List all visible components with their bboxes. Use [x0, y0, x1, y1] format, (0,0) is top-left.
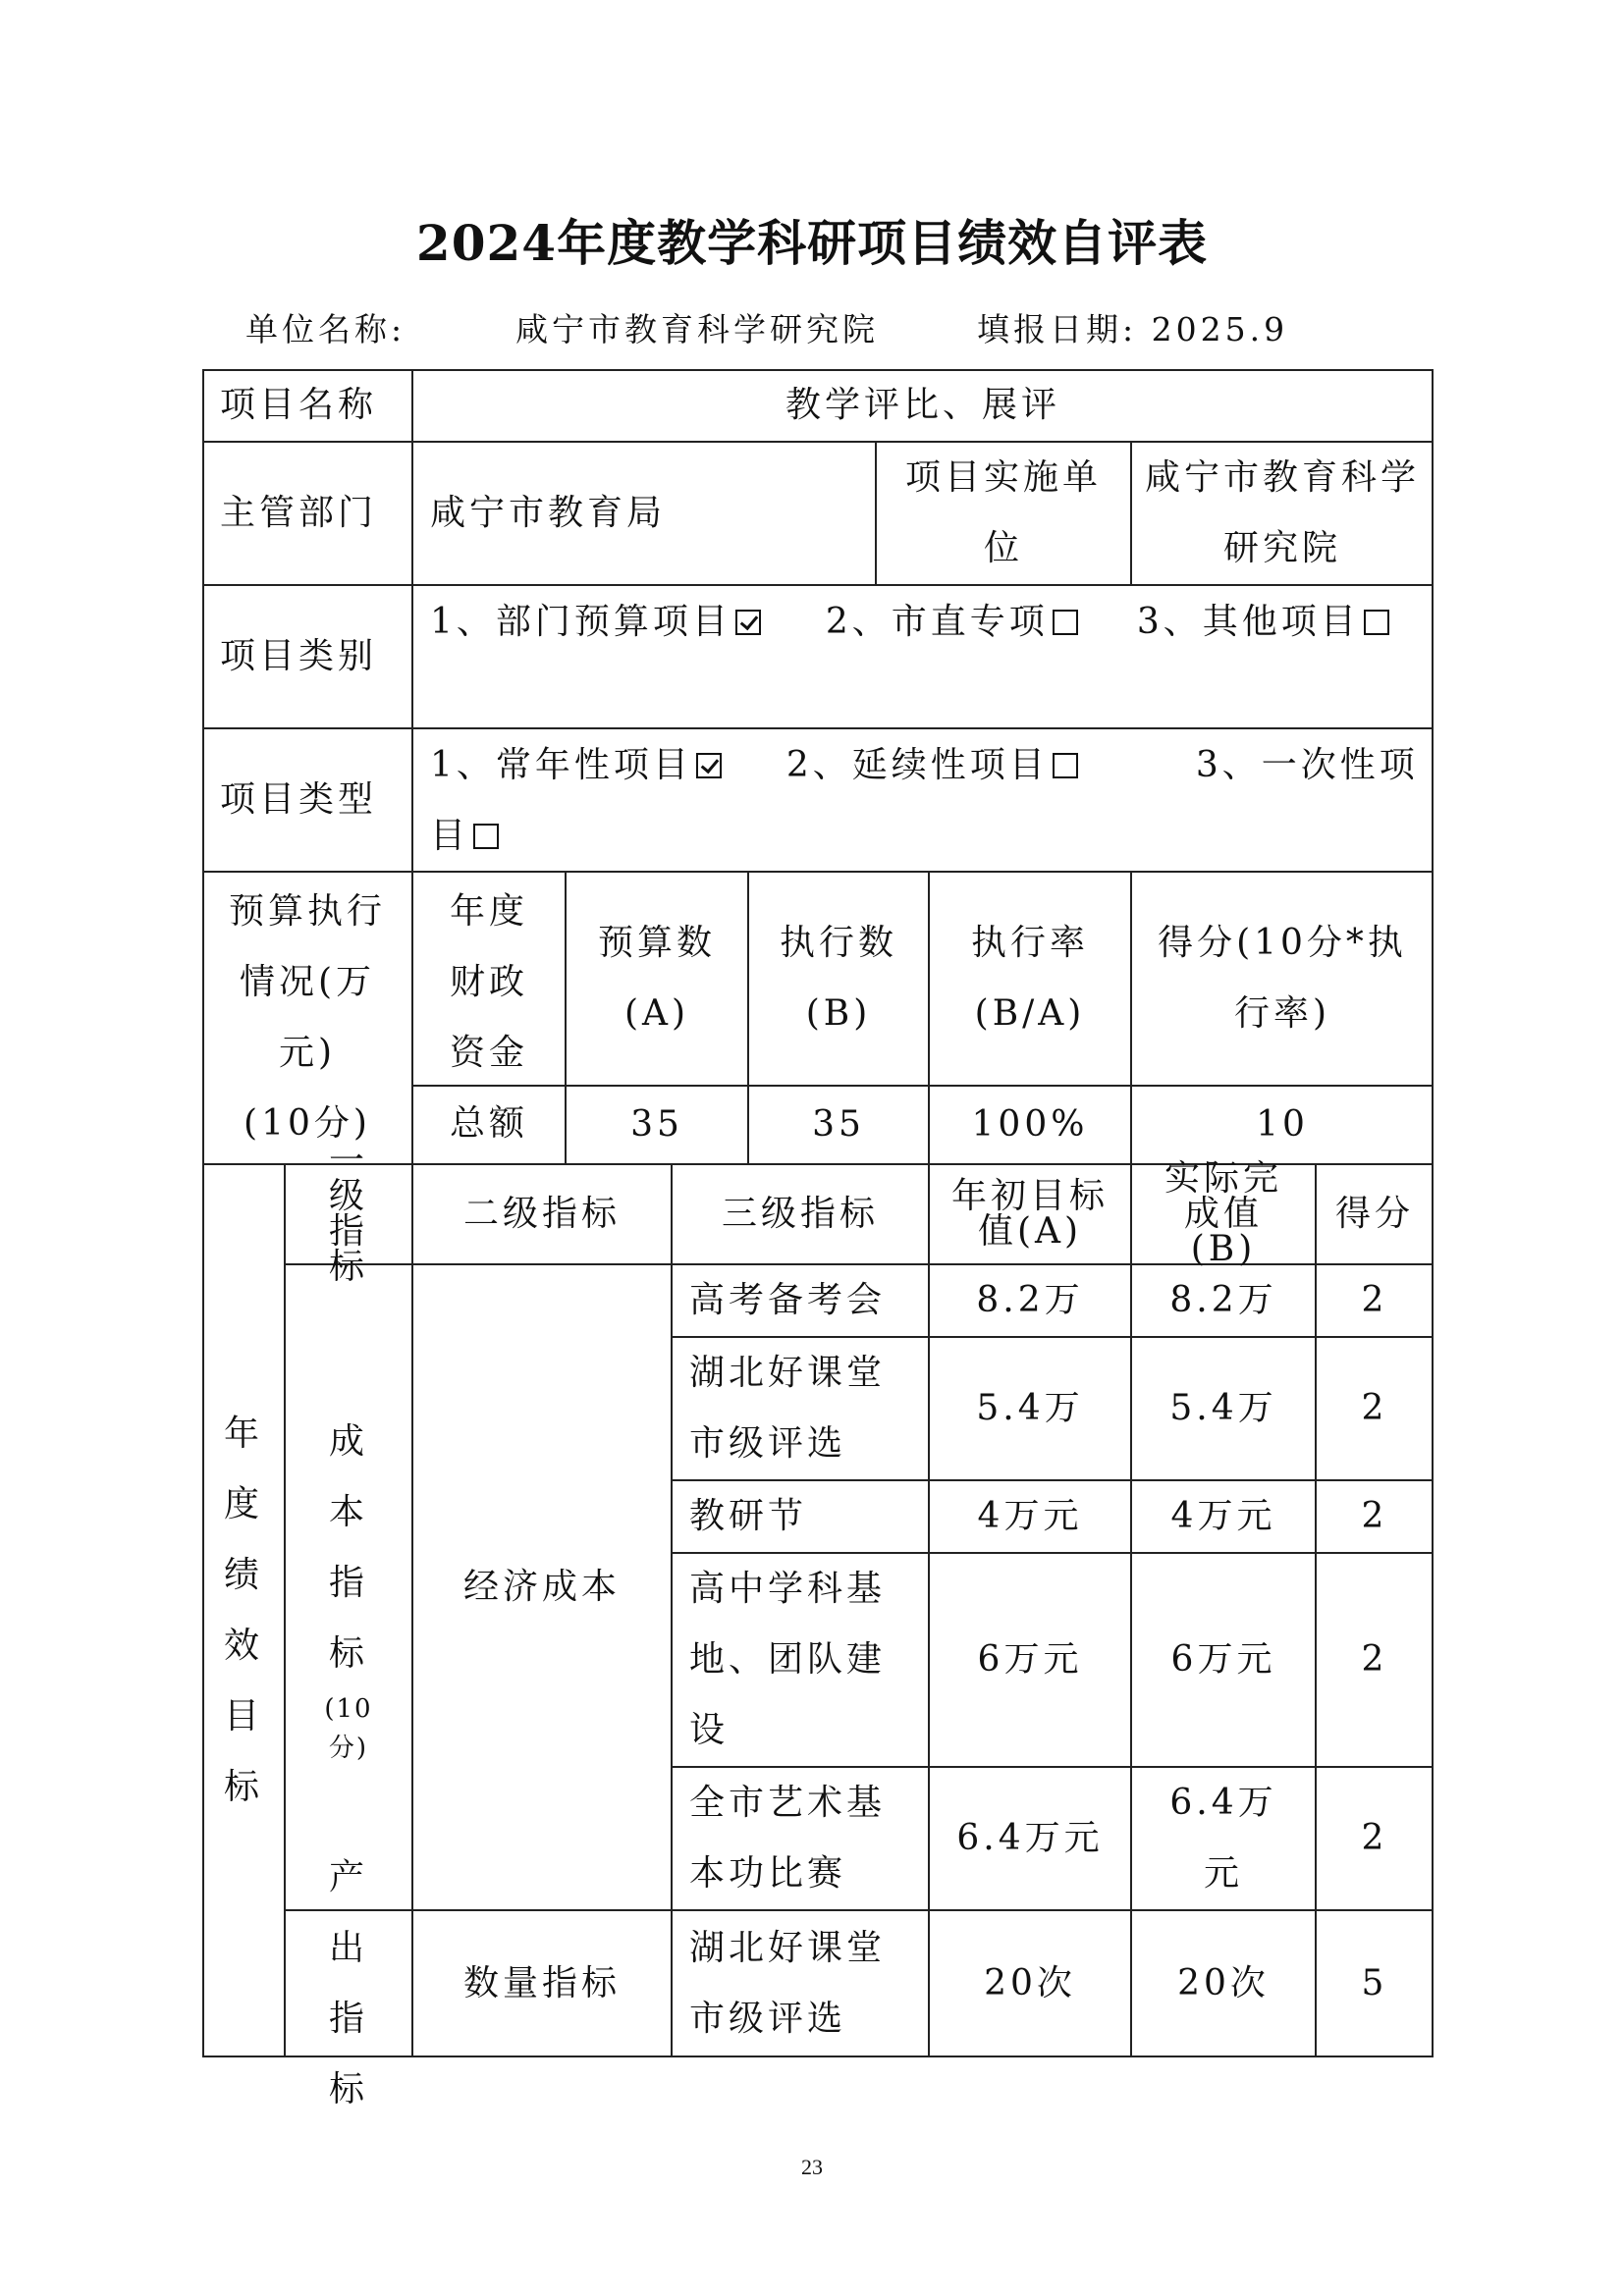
- table-row-score: 2: [1361, 1818, 1388, 1858]
- table-row-l3: 教研节: [689, 1496, 808, 1536]
- project-name-value: 教学评比、展评: [785, 385, 1060, 425]
- table-row-l3: 湖北好课堂市级评选: [689, 1928, 887, 2039]
- col-exec-header: 执行数(B): [779, 923, 897, 1034]
- budget-exec-label: [202, 872, 412, 1164]
- table-row-actual: 8.2万: [1169, 1280, 1277, 1320]
- type-option-1-label: 1、常年性项目: [430, 745, 692, 785]
- category-options: [412, 585, 1434, 728]
- category-option-2: [826, 602, 1078, 642]
- table-row-target: 6万元: [977, 1639, 1083, 1680]
- checked-box-icon: [735, 610, 761, 635]
- dept-label: 主管部门: [220, 493, 378, 533]
- category-option-1-label: 1、部门预算项目: [430, 602, 731, 642]
- unchecked-box-icon: [1053, 610, 1078, 635]
- unchecked-box-icon: [1364, 610, 1389, 635]
- project-name-label: 项目名称: [220, 385, 378, 425]
- header-score: 得分: [1334, 1194, 1414, 1234]
- checked-box-icon: [696, 753, 722, 778]
- table-row-target: 5.4万: [976, 1388, 1084, 1428]
- table-row-score: 2: [1361, 1639, 1388, 1680]
- table-row-target: 20次: [984, 1963, 1076, 2003]
- evaluation-table: [202, 369, 1434, 2109]
- budget-value: 35: [630, 1104, 683, 1145]
- table-row-score: 2: [1361, 1280, 1388, 1320]
- rate-value: 100%: [971, 1104, 1089, 1145]
- category-option-3: [1137, 602, 1389, 642]
- category-option-3-label: 3、其他项目: [1136, 602, 1360, 642]
- type-option-2-label: 2、延续性项目: [785, 745, 1049, 785]
- economic-cost-label: 经济成本: [462, 1567, 621, 1607]
- table-row-l3: 全市艺术基本功比赛: [689, 1783, 887, 1894]
- table-row-actual: 6万元: [1170, 1639, 1276, 1680]
- table-row-target: 4万元: [977, 1496, 1083, 1536]
- type-option-1: [430, 745, 722, 785]
- type-options: [412, 728, 1434, 872]
- type-option-3-label: 3、一次性项目: [430, 745, 1419, 856]
- header-target-value: 年初目标值(A): [950, 1176, 1109, 1252]
- unit-label: 单位名称:: [245, 310, 406, 348]
- header-level2: 二级指标: [462, 1194, 621, 1234]
- cost-indicator: [285, 1264, 412, 1910]
- annual-fund-label: 年度财政资金总额: [449, 891, 528, 1144]
- table-row-score: 5: [1361, 1963, 1388, 2003]
- date-value: 2025.9: [1151, 310, 1289, 348]
- table-row-actual: 4万元: [1170, 1496, 1276, 1536]
- output-indicator-label: 产出指标: [328, 1857, 368, 2109]
- page-number: 23: [801, 2155, 823, 2179]
- dept-value: 咸宁市教育局: [430, 493, 667, 533]
- header-level1: 一级指标: [328, 1141, 368, 1287]
- col-budget-header: 预算数(A): [597, 923, 716, 1034]
- table-row-l3: 湖北好课堂市级评选: [689, 1353, 887, 1464]
- table-row-actual: 20次: [1177, 1963, 1270, 2003]
- budget-exec-label-text: 预算执行情况(万元): [228, 891, 386, 1073]
- table-row-actual: 5.4万: [1169, 1388, 1277, 1428]
- budget-score-value: 10: [1256, 1104, 1309, 1145]
- unchecked-box-icon: [1053, 753, 1078, 778]
- unit-value: 咸宁市教育科学研究院: [515, 310, 879, 348]
- type-option-2: [786, 745, 1078, 785]
- category-label: 项目类别: [220, 636, 378, 676]
- table-row-score: 2: [1361, 1388, 1388, 1428]
- cost-indicator-score-note: (10分): [324, 1694, 373, 1763]
- col-score-header: 得分(10分*执行率): [1158, 923, 1407, 1034]
- exec-value: 35: [812, 1104, 865, 1145]
- impl-unit-value: 咸宁市教育科学研究院: [1145, 457, 1421, 568]
- category-option-1: [430, 602, 761, 642]
- impl-unit-label: 项目实施单位: [904, 457, 1102, 568]
- date-field: [977, 304, 1288, 350]
- category-option-2-label: 2、市直专项: [825, 602, 1049, 642]
- budget-exec-score-note: (10分): [244, 1103, 371, 1144]
- annual-targets-label: 年度绩效目标: [223, 1414, 263, 1807]
- document-title: 2024年度教学科研项目绩效自评表: [415, 214, 1209, 272]
- cost-indicator-label: 成本指标: [328, 1421, 368, 1674]
- date-label: 填报日期:: [977, 310, 1138, 348]
- header-level3: 三级指标: [721, 1194, 879, 1234]
- unchecked-box-icon: [473, 824, 499, 849]
- col-rate-header: 执行率(B/A): [970, 923, 1089, 1034]
- table-row-target: 8.2万: [976, 1280, 1084, 1320]
- table-row-actual: 6.4万元: [1169, 1783, 1277, 1894]
- header-actual-value: 实际完成值(B): [1164, 1158, 1282, 1269]
- table-row-score: 2: [1361, 1496, 1388, 1536]
- quantity-indicator-label: 数量指标: [462, 1963, 621, 2003]
- type-label: 项目类型: [220, 779, 378, 820]
- table-row-l3: 高考备考会: [689, 1280, 887, 1320]
- table-row-l3: 高中学科基地、团队建设: [689, 1569, 887, 1750]
- table-row-target: 6.4万元: [956, 1818, 1104, 1858]
